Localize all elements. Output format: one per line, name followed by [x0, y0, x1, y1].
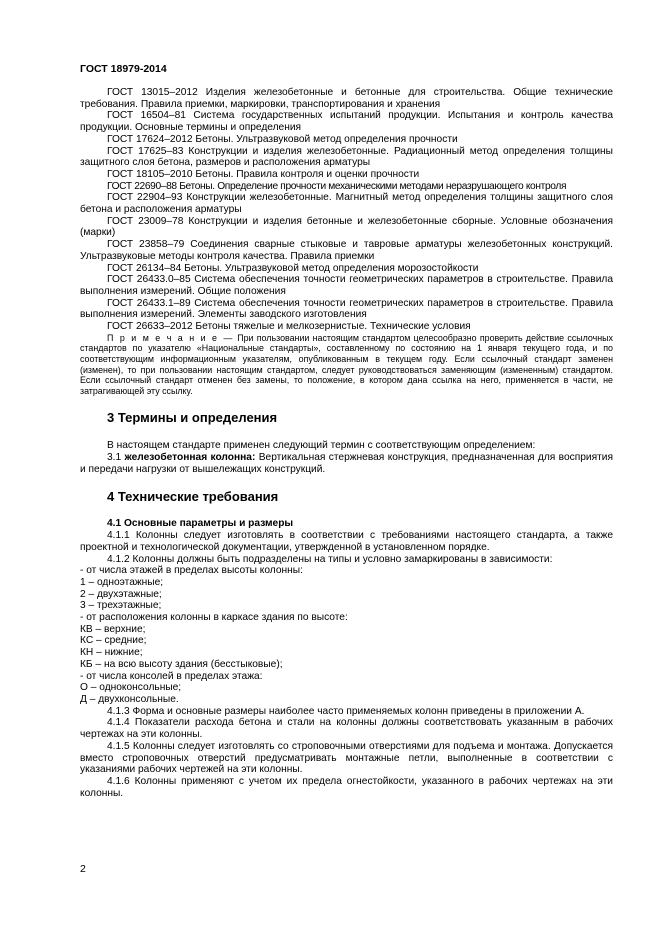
list-item: 2 – двухэтажные; [80, 588, 162, 600]
reference-item: ГОСТ 17625–83 Конструкции и изделия железобетонные. Радиационный метод определения толщины защитного слоя бетона, размеров и расположения арматуры [80, 145, 613, 169]
document-header: ГОСТ 18979-2014 [80, 63, 167, 75]
reference-item: ГОСТ 17624–2012 Бетоны. Ультразвуковой метод определения прочности [107, 133, 458, 145]
page-body [80, 87, 613, 799]
normative-references [80, 87, 613, 333]
note-text: При пользовании настоящим стандартом целесообразно проверить действие ссылочных стандартов по указателю «Национальные стандарты», составленному по состоянию на 1 января текущего года, и по соответствующим информационным указателям, опубликованным в текущем году. Если ссылочный стандарт заменен (изменен), то при пользовании настоящим стандартом, следует руководствоваться заменяющим (измененным) стандартом. Если ссылочный стандарт отменен без замены, то положение, в котором дана ссылка на него, применяется в части, не затрагивающей эту ссылку. [80, 332, 613, 396]
reference-item: ГОСТ 26433.1–89 Система обеспечения точности геометрических параметров в строительстве. Правила выполнения измерений. Элементы заводского изготовления [80, 297, 613, 321]
list-item: КС – средние; [80, 635, 147, 647]
reference-item: ГОСТ 16504–81 Система государственных испытаний продукции. Испытания и контроль качества продукции. Основные термины и определения [80, 110, 613, 134]
list-item: О – одноконсольные; [80, 682, 182, 694]
section-3-title: 3 Термины и определения [107, 410, 278, 426]
reference-item: ГОСТ 23858–79 Соединения сварные стыковые и тавровые арматуры железобетонных конструкций. Ультразвуковые методы контроля качества. Правила приемки [80, 239, 613, 262]
page-number: 2 [80, 863, 86, 875]
reference-item: ГОСТ 26433.0–85 Система обеспечения точности геометрических параметров в строительстве. Правила выполнения измерений. Общие положения [80, 274, 613, 297]
list-item: 1 – одноэтажные; [80, 576, 164, 588]
section-3-intro: В настоящем стандарте применен следующий термин с соответствующим определением: [107, 440, 536, 452]
paragraph-4-1-1: 4.1.1 Колонны следует изготовлять в соответствии с требованиями настоящего стандарта, а также проектной и технологической документации, утвержденной в установленном порядке. [80, 530, 613, 553]
paragraph-4-1-6: 4.1.6 Колонны применяют с учетом их предела огнестойкости, указанного в рабочих чертежах на эти колонны. [80, 775, 613, 799]
list-item: КН – нижние; [80, 647, 143, 659]
term-definition [80, 452, 613, 475]
references-note [80, 333, 613, 397]
reference-item: ГОСТ 13015–2012 Изделия железобетонные и бетонные для строительства. Общие технические требования. Правила приемки, маркировки, транспортирования и хранения [80, 87, 613, 110]
paragraph-4-1-4: 4.1.4 Показатели расхода бетона и стали на колонны должны соответствовать указанным в рабочих чертежах на эти колонны. [80, 717, 613, 741]
reference-item: ГОСТ 22904–93 Конструкции железобетонные. Магнитный метод определения толщины защитного слоя бетона и расположения арматуры [80, 192, 613, 216]
list-item: КБ – на всю высоту здания (бесстыковые); [80, 658, 283, 670]
list-item: - от числа этажей в пределах высоты колонны: [80, 565, 303, 577]
term-text: Вертикальная стержневая конструкция, предназначенная для восприятия и передачи нагрузки от вышележащих конструкций. [80, 452, 613, 475]
term-name: железобетонная колонна: [124, 452, 256, 464]
reference-item: ГОСТ 26134–84 Бетоны. Ультразвуковой метод определения морозостойкости [107, 262, 479, 274]
reference-item: ГОСТ 26633–2012 Бетоны тяжелые и мелкозернистые. Технические условия [107, 321, 471, 333]
note-label: П р и м е ч а н и е — [107, 332, 234, 343]
list-item: Д – двухконсольные. [80, 693, 179, 705]
section-4-title: 4 Технические требования [107, 489, 279, 505]
paragraph-4-1-5: 4.1.5 Колонны следует изготовлять со строповочными отверстиями для подъема и монтажа. Допускается вместо строповочных отверстий предусматривать монтажные петли, выполненные в соответствии с указаниями рабочих чертежей на эти колонны. [80, 740, 613, 776]
list-item: - от расположения колонны в каркасе здания по высоте: [80, 612, 348, 624]
subsection-4-1-title: 4.1 Основные параметры и размеры [107, 518, 294, 530]
list-item: 3 – трехэтажные; [80, 600, 162, 612]
list-item: - от числа консолей в пределах этажа: [80, 670, 263, 682]
paragraph-4-1-2: 4.1.2 Колонны должны быть подразделены на типы и условно замаркированы в зависимости: [107, 553, 553, 565]
reference-item: ГОСТ 18105–2010 Бетоны. Правила контроля и оценки прочности [107, 168, 420, 180]
reference-item: ГОСТ 23009–78 Конструкции и изделия бетонные и железобетонные сборные. Условные обозначения (марки) [80, 215, 613, 239]
paragraph-4-1-3: 4.1.3 Форма и основные размеры наиболее часто применяемых колонн приведены в приложении А. [107, 705, 585, 717]
list-item: КВ – верхние; [80, 623, 146, 635]
classification-list [80, 565, 613, 705]
term-number: 3.1 [107, 452, 125, 464]
reference-item: ГОСТ 22690–88 Бетоны. Определение прочности механическими методами неразрушающего контроля [107, 180, 567, 192]
